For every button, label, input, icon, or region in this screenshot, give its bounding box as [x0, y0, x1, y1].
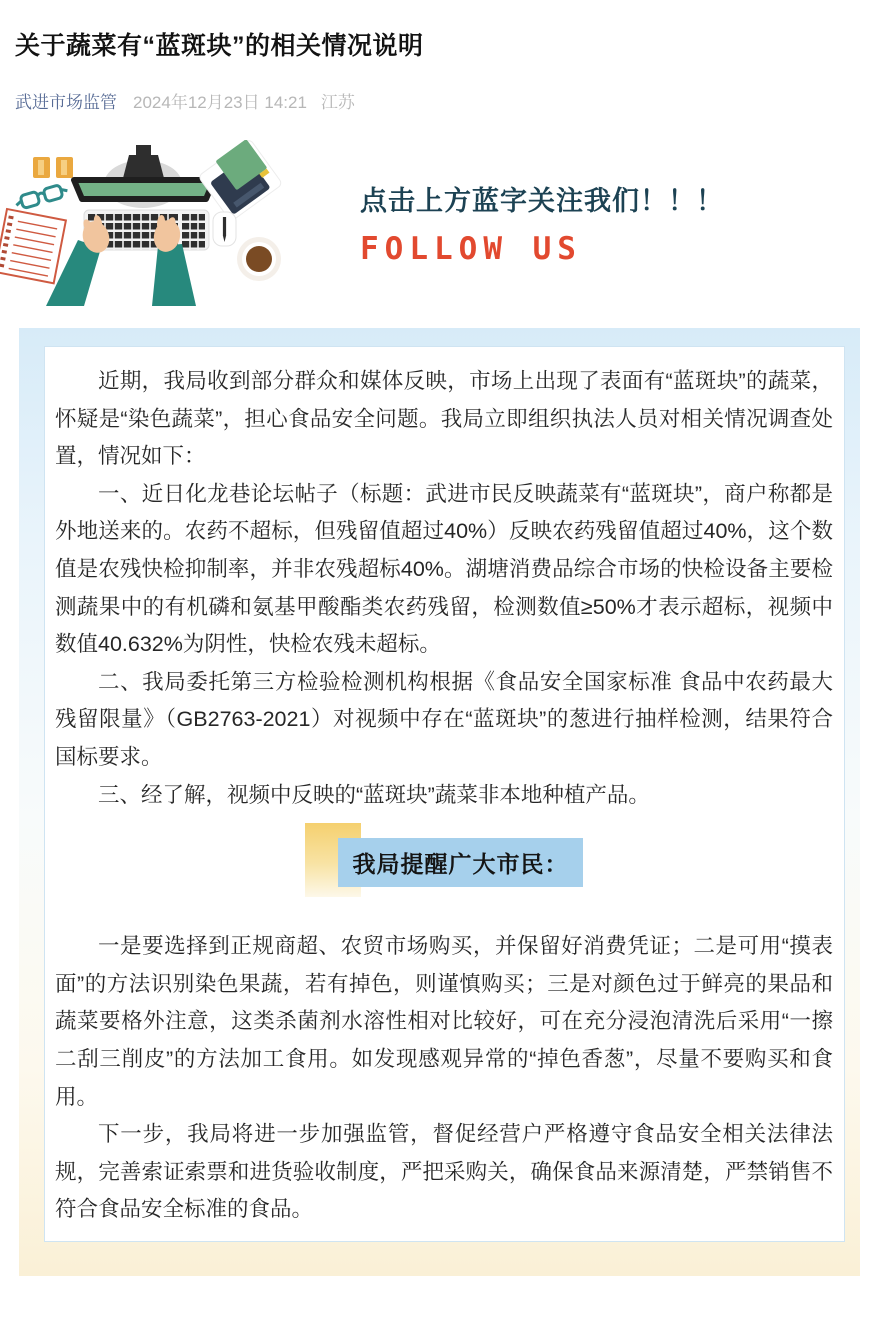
- article-body-section: [19, 328, 860, 1276]
- pen-icon: [213, 212, 236, 246]
- publish-date: 2024年12月23日 14:21: [133, 93, 307, 112]
- tablet-stack-icon: [197, 140, 283, 222]
- desk-illustration-icon: [0, 140, 334, 306]
- paragraph-intro: 近期，我局收到部分群众和媒体反映，市场上出现了表面有“蓝斑块”的蔬菜，怀疑是“染色蔬菜”，担心食品安全问题。我局立即组织执法人员对相关情况调查处置，情况如下：: [55, 369, 833, 469]
- banner-follow-us: FOLLOW US: [360, 231, 582, 267]
- publish-location: 江苏: [320, 93, 355, 112]
- coffee-cup-icon: [237, 237, 281, 281]
- article-page: [0, 30, 879, 1322]
- cards-icon: [33, 157, 73, 178]
- paragraph-point-3: 三、经了解，视频中反映的“蓝斑块”蔬菜非本地种植产品。: [98, 782, 650, 807]
- banner-text: [360, 179, 724, 267]
- article-header: [0, 30, 879, 113]
- author-link[interactable]: 武进市场监管: [15, 93, 117, 112]
- notebook-icon: [0, 209, 66, 283]
- paragraph-advice: 一是要选择到正规商超、农贸市场购买，并保留好消费凭证；二是可用“摸表面”的方法识别染色果蔬，若有掉色，则谨慎购买；三是对颜色过于鲜亮的果品和蔬菜要格外注意，这类杀菌剂水溶性相对比较好，可在充分浸泡清洗后采用“一擦二刮三削皮”的方法加工食用。如发现感观异常的“掉色香葱”，尽量不要购买和食用。: [55, 934, 833, 1109]
- byline: [15, 88, 864, 113]
- follow-banner: [0, 140, 879, 306]
- paragraph-point-2: 二、我局委托第三方检验检测机构根据《食品安全国家标准 食品中农药最大残留限量》（GB2763-2021）对视频中存在“蓝斑块”的葱进行抽样检测，结果符合国标要求。: [55, 669, 833, 769]
- banner-slogan: 点击上方蓝字关注我们！！！: [360, 186, 724, 216]
- monitor-icon: [74, 145, 214, 208]
- glasses-icon: [14, 183, 69, 210]
- paragraph-point-1: 一、近日化龙巷论坛帖子（标题：武进市民反映蔬菜有“蓝斑块”，商户称都是外地送来的。农药不超标，但残留值超过40%）反映农药残留值超过40%，这个数值是农残快检抑制率，并非农残超标40%。湖塘消费品综合市场的快检设备主要检测蔬果中的有机磷和氨基甲酸酯类农药残留，检测数值≥50%才表示超标，视频中数值40.632%为阴性，快检农残未超标。: [55, 481, 833, 657]
- callout-title: 我局提醒广大市民：: [338, 838, 583, 887]
- reminder-callout: [55, 823, 833, 897]
- article-card: [44, 346, 845, 1242]
- paragraph-next-steps: 下一步，我局将进一步加强监管，督促经营户严格遵守食品安全相关法律法规，完善索证索票和进货验收制度，严把采购关，确保食品来源清楚，严禁销售不符合食品安全标准的食品。: [55, 1122, 833, 1222]
- page-title: 关于蔬菜有“蓝斑块”的相关情况说明: [15, 32, 424, 60]
